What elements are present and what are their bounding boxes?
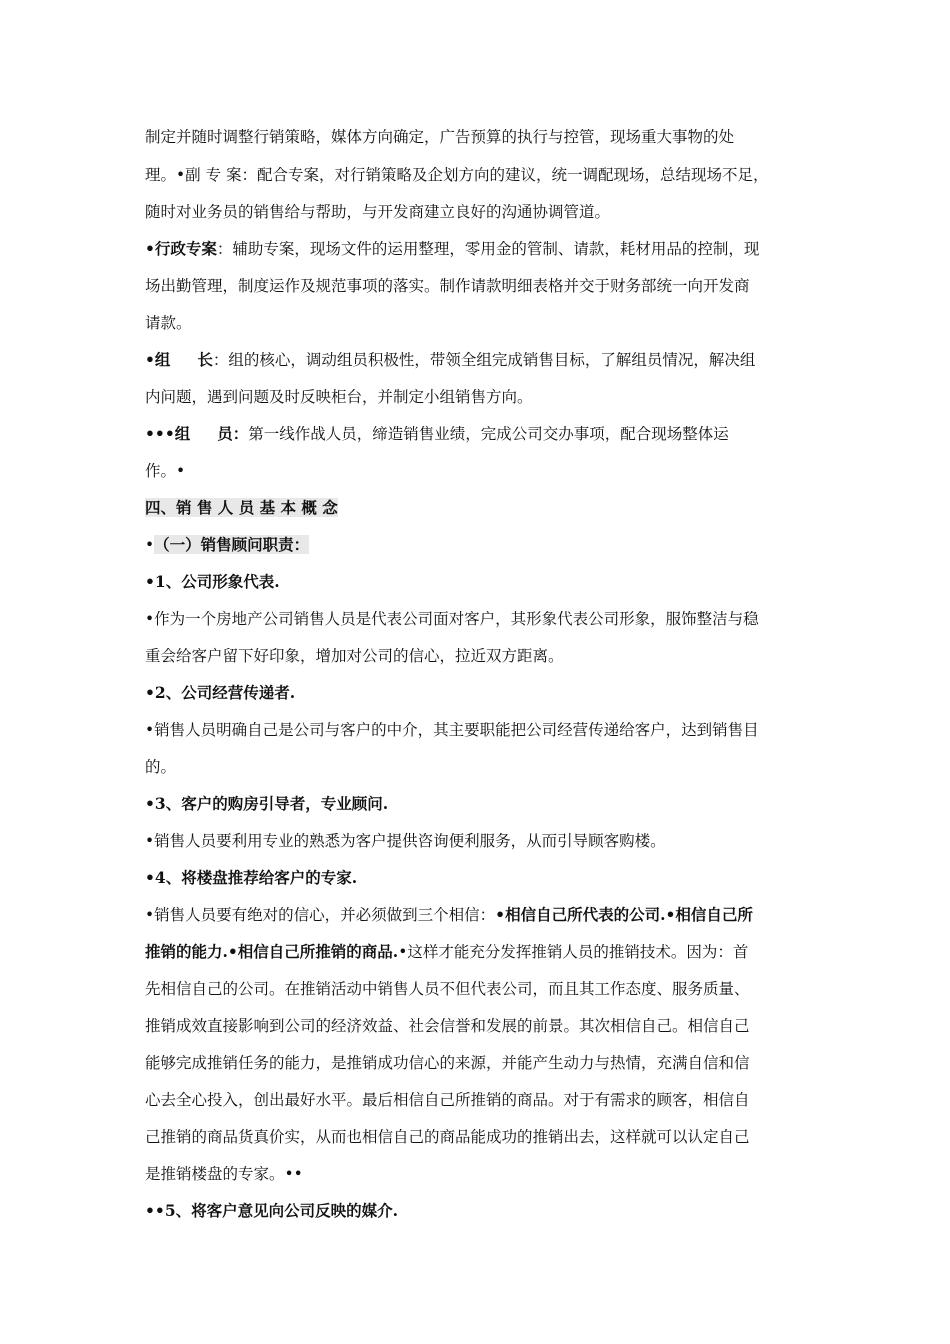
- paragraph-line: •销售人员明确自己是公司与客户的中介，其主要职能把公司经营传递给客户，达到销售目: [145, 721, 759, 739]
- paragraph-line: 推销成效直接影响到公司的经济效益、社会信誉和发展的前景。其次相信自己。相信自己: [145, 1017, 750, 1035]
- leader-role-line: [145, 349, 815, 371]
- leader-role-text: ：组的核心，调动组员积极性，带领全组完成销售目标，了解组员情况，解决组: [212, 351, 756, 369]
- text-run: •这样才能充分发挥推销人员的推销技术。因为：首: [398, 943, 749, 961]
- paragraph-line: [145, 941, 815, 963]
- paragraph-line: 制定并随时调整行销策略，媒体方向确定，广告预算的执行与控管，现场重大事物的处: [145, 128, 735, 146]
- item-title: •3、客户的购房引导者，专业顾问.: [145, 794, 389, 813]
- item-title: •2、公司经营传递者.: [145, 683, 296, 702]
- paragraph-line: •销售人员要利用专业的熟悉为客户提供咨询便利服务，从而引导顾客购楼。: [145, 832, 666, 850]
- member-role-line: [145, 423, 815, 445]
- admin-role-text: ：辅助专案，现场文件的运用整理，零用金的管制、请款，耗材用品的控制，现: [216, 240, 760, 258]
- text-run-bold: •相信自己所代表的公司.•相信自己所: [495, 905, 753, 924]
- paragraph-line: •作为一个房地产公司销售人员是代表公司面对客户，其形象代表公司形象，服饰整洁与稳: [145, 610, 759, 628]
- paragraph-line: 理。•副 专 案：配合专案，对行销策略及企划方向的建议，统一调配现场，总结现场不足，: [145, 166, 769, 184]
- item-title: ••5、将客户意见向公司反映的媒介.: [145, 1201, 398, 1220]
- paragraph-line: 请款。: [145, 314, 192, 332]
- duty-heading-line: [145, 534, 815, 556]
- member-role-text: 第一线作战人员，缔造销售业绩，完成公司交办事项，配合现场整体运: [248, 425, 729, 443]
- paragraph-line: 重会给客户留下好印象，增加对公司的信心，拉近双方距离。: [145, 647, 564, 665]
- paragraph-line: 是推销楼盘的专家。••: [145, 1165, 303, 1183]
- paragraph-line: 的。: [145, 758, 177, 776]
- paragraph-line: 心去全心投入，创出最好水平。最后相信自己所推销的商品。对于有需求的顾客，相信自: [145, 1091, 750, 1109]
- item-title: •4、将楼盘推荐给客户的专家.: [145, 868, 358, 887]
- duty-heading: （一）销售顾问职责：: [154, 535, 310, 554]
- admin-role-label: •行政专案: [145, 239, 217, 258]
- item-title: •1、公司形象代表.: [145, 572, 280, 591]
- member-role-label: •••组 员：: [145, 424, 249, 443]
- paragraph-line: 己推销的商品货真价实，从而也相信自己的商品能成功的推销出去，这样就可以认定自己: [145, 1128, 750, 1146]
- text-run: •销售人员要有绝对的信心，并必须做到三个相信：: [145, 906, 496, 924]
- section-heading: 四、销 售 人 员 基 本 概 念: [145, 498, 338, 517]
- bullet: •: [145, 536, 155, 554]
- section-heading-line: [145, 497, 815, 519]
- paragraph-line: 作。•: [145, 462, 186, 480]
- paragraph-line: 场出勤管理，制度运作及规范事项的落实。制作请款明细表格并交于财务部统一向开发商: [145, 277, 750, 295]
- text-run-bold: 推销的能力.•相信自己所推销的商品.: [145, 942, 399, 961]
- paragraph-line: 内问题，遇到问题及时反映柜台，并制定小组销售方向。: [145, 388, 533, 406]
- leader-role-label: •组 长: [145, 350, 213, 369]
- admin-role-line: [145, 238, 815, 260]
- paragraph-line: [145, 904, 815, 926]
- paragraph-line: 能够完成推销任务的能力，是推销成功信心的来源，并能产生动力与热情，充满自信和信: [145, 1054, 750, 1072]
- paragraph-line: 随时对业务员的销售给与帮助，与开发商建立良好的沟通协调管道。: [145, 203, 611, 221]
- paragraph-line: 先相信自己的公司。在推销活动中销售人员不但代表公司，而且其工作态度、服务质量、: [145, 980, 750, 998]
